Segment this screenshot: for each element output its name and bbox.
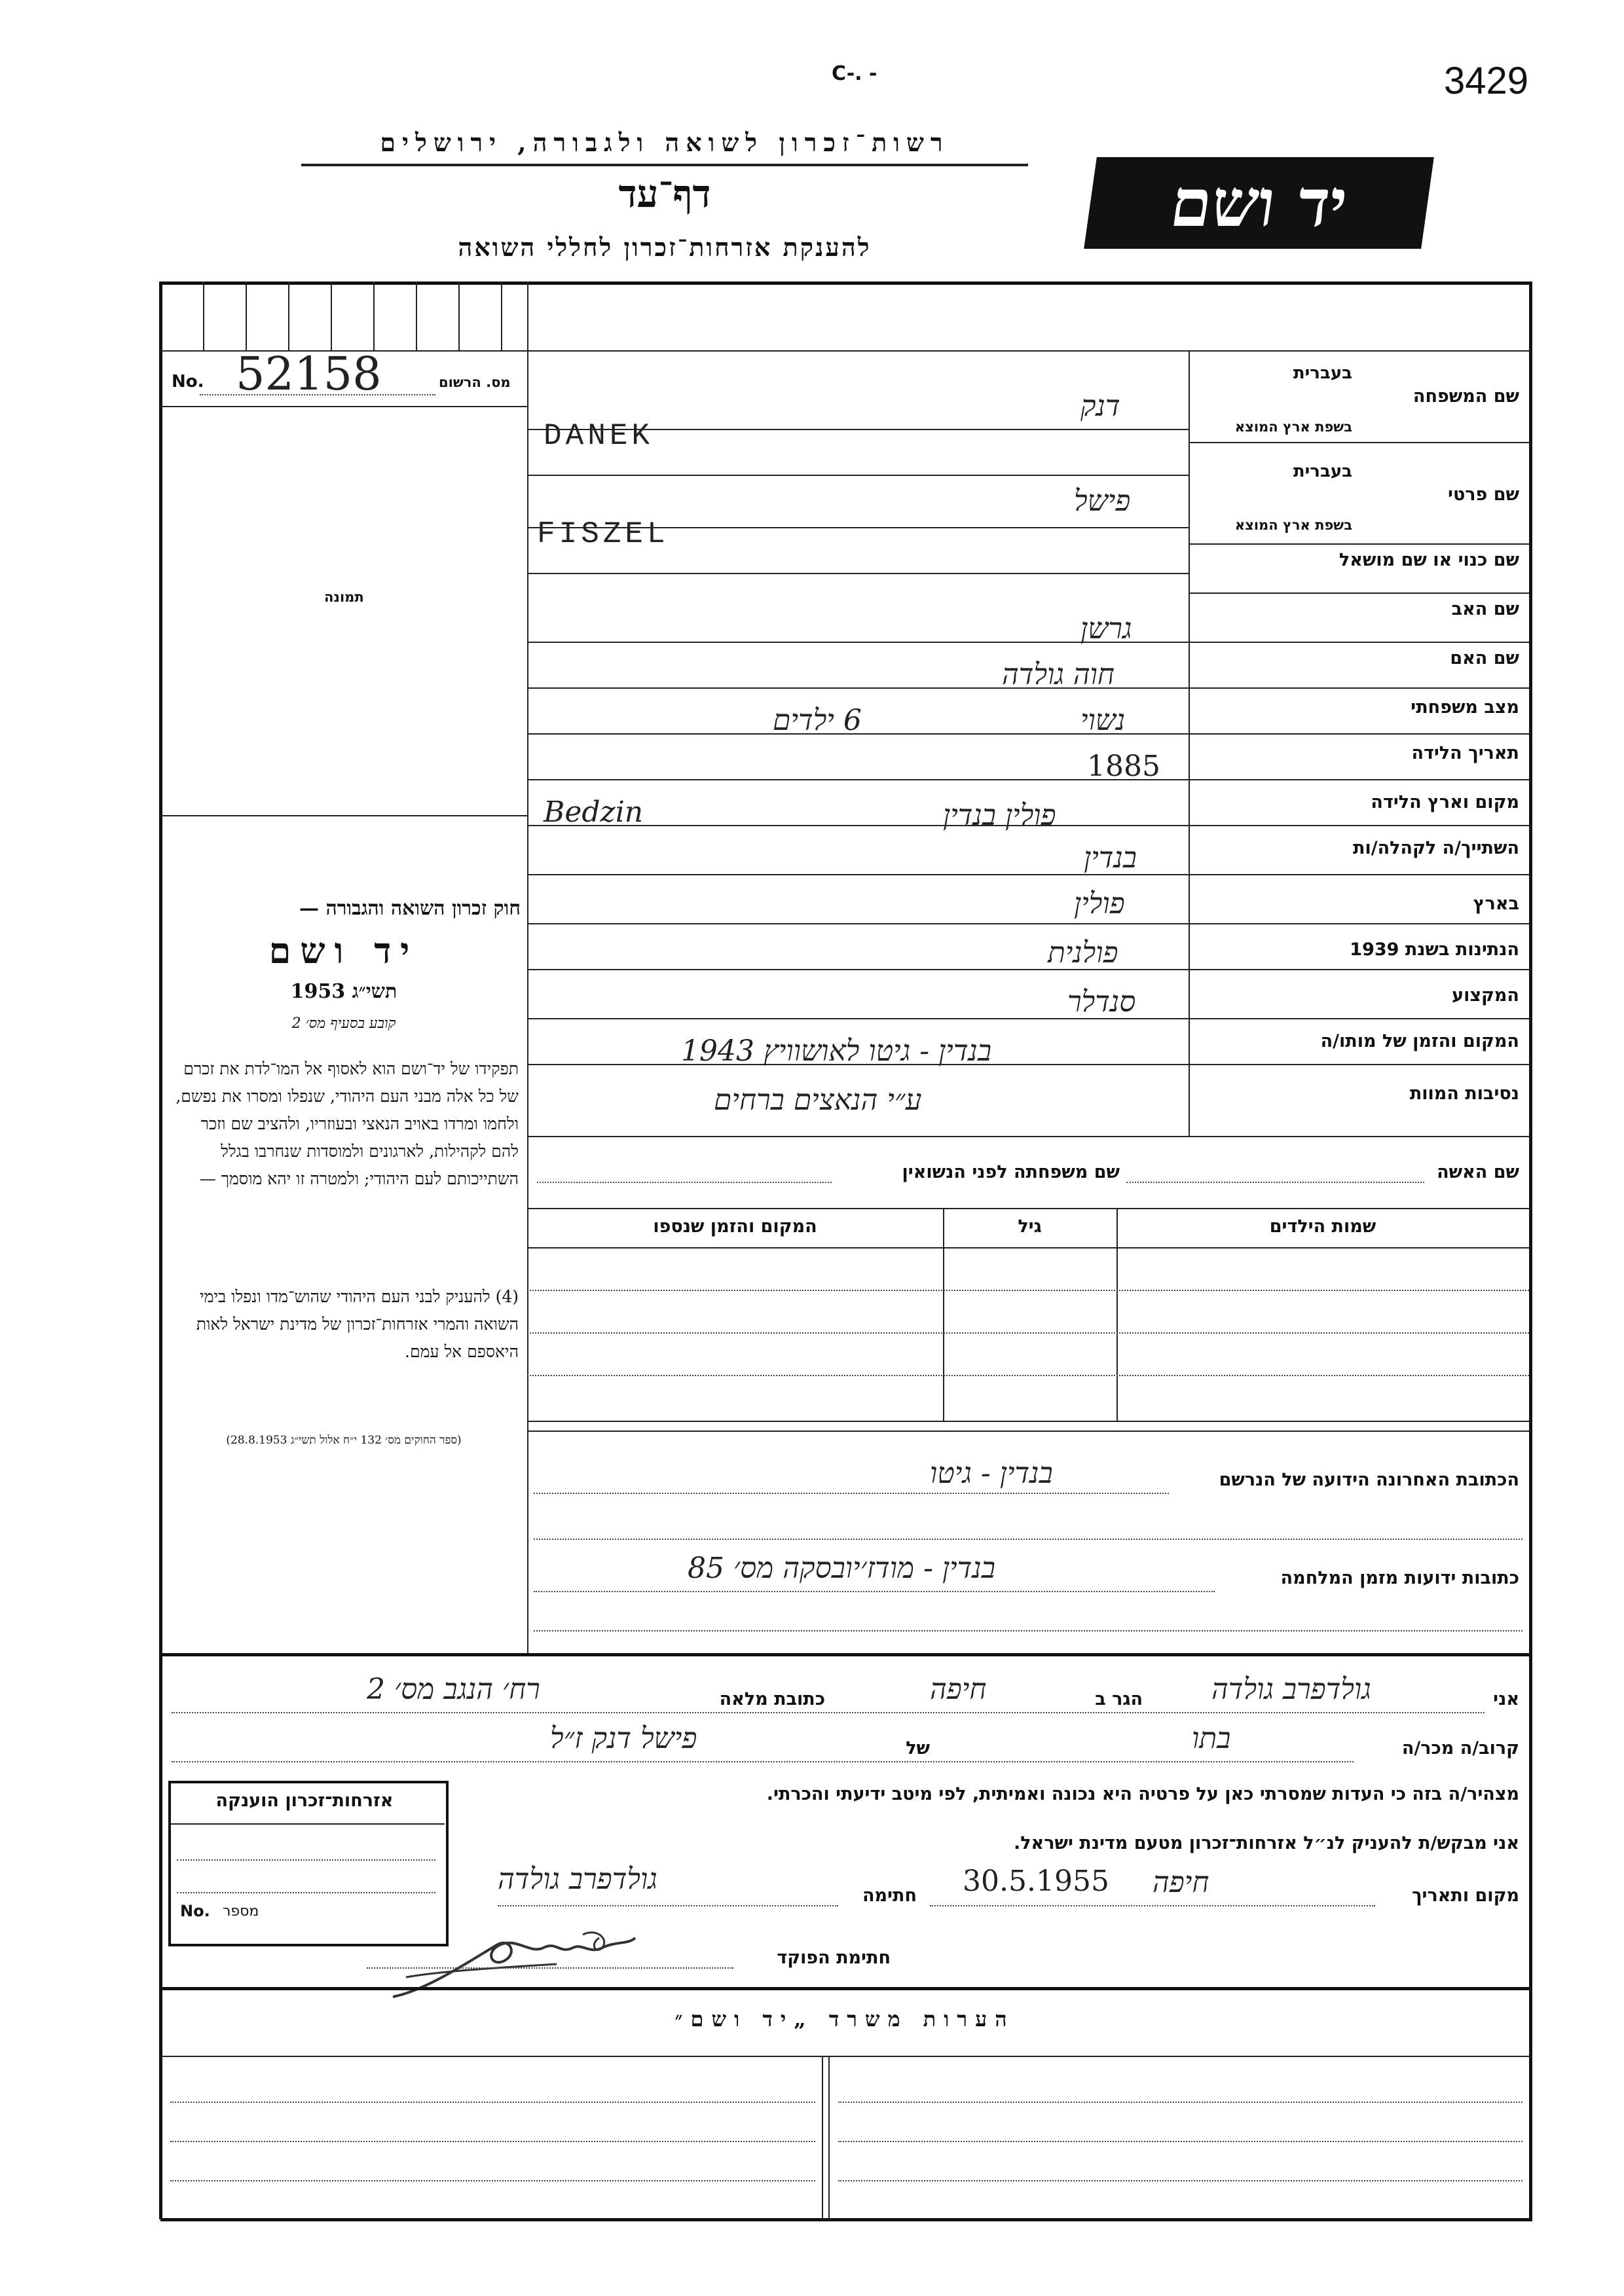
children-col-divider: [943, 1208, 944, 1421]
grid-box-divider: [203, 282, 204, 350]
birthdate-value: 1885: [1087, 750, 1160, 783]
wife-maiden-label: שם משפחתה לפני הנשואין: [902, 1162, 1120, 1182]
children-header-place: המקום והזמן שנספו: [653, 1216, 817, 1237]
birthplace-value: פולין בנדין: [943, 799, 1056, 832]
signature-value: גולדפרב גולדה: [498, 1863, 657, 1896]
personal-section-bottom: [527, 1136, 1529, 1137]
row-line: [1189, 1064, 1529, 1065]
community-value: בנדין: [1084, 841, 1137, 875]
officer-dotted: [367, 1967, 733, 1969]
row-line: [1189, 687, 1529, 689]
corner-number: 3429: [1444, 60, 1529, 102]
reg-number-value: 52158: [236, 347, 382, 401]
row-line: [1189, 874, 1529, 875]
death-place-value: בנדין - גיטו לאושוויץ 1943: [681, 1034, 992, 1068]
family-name-he-value: דנק: [1080, 390, 1120, 423]
hebrew-label-2: בעברית: [1293, 462, 1352, 481]
remarks-line: [170, 2180, 815, 2181]
declarant-section-top: [160, 1653, 1532, 1656]
photo-box-bottom: [160, 815, 527, 816]
row-line: [1189, 923, 1529, 924]
signature-label: חתימה: [862, 1886, 917, 1906]
grid-box-divider: [373, 282, 375, 350]
children-table-bottom: [527, 1421, 1529, 1422]
value-line: [527, 475, 1189, 476]
profession-value: סנדלר: [1067, 985, 1136, 1019]
citizenship-value: פולנית: [1048, 936, 1118, 970]
children-count-value: 6 ילדים: [773, 704, 862, 737]
address-left-border: [527, 1430, 528, 1653]
frame-right: [1529, 282, 1532, 2219]
children-col-divider: [1116, 1208, 1118, 1421]
remarks-divider-1: [822, 2056, 823, 2219]
law-title: חוק זכרון השואה והגבורה —: [299, 897, 521, 920]
citizenship-box-dotted: [177, 1892, 435, 1893]
remarks-title-line: [160, 2056, 1529, 2057]
wartime-address-dotted-2: [534, 1630, 1522, 1631]
children-header-names: שמות הילדים: [1269, 1216, 1376, 1237]
resides-label: הגר ב: [1095, 1689, 1143, 1709]
first-name-label: שם פרטי: [1448, 484, 1519, 505]
citizenship-no-label: No.: [180, 1902, 210, 1920]
last-address-dotted-2: [534, 1539, 1522, 1540]
reg-no-label: No.: [172, 372, 204, 392]
officer-signature-label: חתימת הפוקד: [777, 1948, 891, 1968]
declaration-text: מצהיר/ה בזה כי העדות שמסרתי כאן על פרטיה היא נכונה ואמיתית, לפי מיטב ידיעתי והכרתי.: [766, 1784, 1519, 1804]
origin-lang-label-2: בשפת ארץ המוצא: [1234, 517, 1352, 533]
country-value: פולין: [1074, 887, 1125, 920]
of-label: של: [906, 1738, 930, 1758]
marital-label: מצב משפחתי: [1411, 697, 1519, 718]
mother-label: שם האם: [1450, 648, 1519, 668]
wife-label: שם האשה: [1437, 1162, 1519, 1182]
reg-dotted-line: [200, 394, 435, 395]
first-name-latin-value: FISZEL: [537, 517, 669, 551]
grid-box-divider: [288, 282, 289, 350]
country-label: בארץ: [1473, 894, 1519, 914]
declarant-name: גולדפרב גולדה: [1211, 1673, 1371, 1706]
frame-top: [160, 282, 1532, 285]
nickname-label: שם כנוי או שם מושאל: [1338, 550, 1519, 570]
remarks-line: [838, 2180, 1522, 2181]
citizenship-box-title: אזרחות־זכרון הוענקה: [215, 1791, 394, 1811]
place-date-dotted: [930, 1905, 1375, 1906]
law-clause: קובע בסעיף מס׳ 2: [291, 1015, 396, 1032]
birthdate-label: תאריך הלידה: [1411, 743, 1519, 763]
last-address-dotted: [534, 1493, 1169, 1494]
citizenship-number-label: מספר: [223, 1903, 259, 1920]
father-value: גרשן: [1080, 612, 1132, 646]
remarks-section-top: [160, 1987, 1532, 1990]
frame-bottom: [160, 2218, 1532, 2221]
grid-box-divider: [416, 282, 417, 350]
value-line: [527, 923, 1189, 924]
wife-maiden-dotted-line: [537, 1182, 832, 1183]
remarks-title: הערות משרד „יד ושם״: [674, 2007, 1015, 2032]
declarant-address: רח׳ הנגב מס׳ 2: [367, 1673, 540, 1706]
citizenship-box-line: [171, 1823, 445, 1825]
full-address-label: כתובת מלאה: [719, 1689, 825, 1709]
relative-label: קרוב/ה מכר/ה: [1401, 1738, 1519, 1758]
row-line: [1189, 592, 1529, 594]
value-line: [527, 573, 1189, 574]
citizenship-box-dotted: [177, 1859, 435, 1861]
remarks-line: [170, 2102, 815, 2103]
address-section-top: [527, 1430, 1529, 1432]
declarant-city: חיפה: [930, 1673, 987, 1706]
frame-left: [159, 282, 162, 2219]
declarant-dotted-1: [172, 1712, 1485, 1713]
death-circ-label: נסיבות המוות: [1409, 1084, 1519, 1104]
row-line: [1189, 779, 1529, 780]
children-row-line: [527, 1290, 1529, 1291]
row-line: [1189, 825, 1529, 826]
citizenship-label: הנתינות בשנת 1939: [1350, 939, 1519, 960]
remarks-divider-2: [828, 2056, 830, 2219]
form-subtitle: להענקת אזרחות־זכרון לחללי השואה: [458, 232, 872, 262]
wife-row-bottom: [527, 1208, 1529, 1209]
remarks-line: [838, 2102, 1522, 2103]
grid-box-divider: [501, 282, 502, 350]
marital-value: נשוי: [1080, 704, 1126, 737]
profession-label: המקצוע: [1452, 985, 1519, 1006]
top-mark: C-. -: [832, 62, 877, 85]
yad-vashem-logo: יד ושם: [1084, 157, 1434, 249]
wartime-address-value: בנדין - מודז׳יובסקה מס׳ 85: [688, 1552, 995, 1585]
date-value: 30.5.1955: [963, 1865, 1109, 1898]
declarant-dotted-2: [172, 1761, 1354, 1762]
form-title: דף־עד: [618, 172, 711, 216]
first-name-he-value: פישל: [1074, 484, 1131, 518]
law-text-1: תפקידו של יד־ושם הוא לאסוף אל המו־לדת את זכרם של כל אלה מבני העם היהודי, שנפלו ומסרו את נפשם, ולחמו ומרדו באויב הנאצי ובעוזריו, ולהציב שם וזכר להם לקהילות, לארגונים ולמוסדות שנחרבו בגלל השתייכותם לעם היהודי; ולמטרה זו יהא מוסמך —: [175, 1059, 519, 1188]
children-row-line: [527, 1375, 1529, 1376]
row-line: [1189, 1018, 1529, 1019]
father-label: שם האב: [1451, 599, 1519, 619]
last-address-label: הכתובת האחרונה הידועה של הנרשם: [1219, 1470, 1519, 1490]
law-year: תשי״ג 1953: [290, 980, 397, 1003]
children-header-age: גיל: [1018, 1216, 1042, 1237]
row-line: [1189, 642, 1529, 643]
wartime-address-label: כתובות ידועות מזמן המלחמה: [1280, 1568, 1519, 1588]
death-circ-value: ע״י הנאצים ברחים: [714, 1084, 922, 1117]
law-reference: (ספר החוקים מס׳ 132 י״ח אלול תשי״ג 28.8.1953): [226, 1434, 462, 1447]
wife-dotted-line: [1126, 1182, 1424, 1183]
row-line: [1189, 969, 1529, 970]
hebrew-label-1: בעברית: [1293, 363, 1352, 383]
request-text: אני מבקש/ת להעניק לנ״ל אזרחות־זכרון מטעם מדינת ישראל.: [1013, 1833, 1519, 1853]
last-address-value: בנדין - גיטו: [930, 1457, 1053, 1490]
children-row-line: [527, 1332, 1529, 1334]
mother-value: חוה גולדה: [1002, 658, 1115, 691]
row-line: [1189, 733, 1529, 735]
signature-dotted: [498, 1905, 838, 1906]
declarant-i-label: אני: [1493, 1689, 1519, 1709]
origin-lang-label-1: בשפת ארץ המוצא: [1234, 419, 1352, 435]
authority-name: רשות־זכרון לשואה ולגבורה, ירושלים: [380, 128, 950, 157]
of-value: פישל דנק ז״ל: [550, 1722, 697, 1755]
photo-label: תמונה: [324, 589, 364, 605]
reg-label: מס. הרשום: [439, 374, 511, 390]
family-name-latin-value: DANEK: [544, 419, 654, 453]
row-line: [1189, 442, 1529, 443]
place-value: חיפה: [1153, 1866, 1209, 1899]
birthplace-latin-value: Bedzin: [544, 795, 644, 829]
family-name-label: שם המשפחה: [1412, 386, 1519, 407]
grid-box-divider: [458, 282, 460, 350]
relation-value: בתו: [1192, 1722, 1231, 1755]
death-place-label: המקום והזמן של מותו/ה: [1320, 1031, 1519, 1051]
birthplace-label: מקום וארץ הלידה: [1371, 792, 1519, 812]
grid-box-divider: [331, 282, 332, 350]
remarks-line: [838, 2141, 1522, 2142]
law-text-2: (4) להעניק לבני העם היהודי שהוש־מדו ונפלו בימי השואה והמרי אזרחות־זכרון של מדינת ישראל לאות היאספם אל עמם.: [196, 1287, 519, 1361]
law-name: יד ושם: [268, 930, 419, 972]
wartime-address-dotted: [534, 1591, 1215, 1592]
remarks-line: [170, 2141, 815, 2142]
grid-box-divider: [246, 282, 247, 350]
reg-box-bottom: [160, 406, 527, 407]
authority-underline: [301, 164, 1028, 166]
row-line: [1189, 543, 1529, 545]
place-date-label: מקום ותאריך: [1411, 1886, 1519, 1906]
children-header-bottom: [527, 1247, 1529, 1248]
community-label: השתייך/ה לקהלה/ות: [1353, 838, 1519, 858]
